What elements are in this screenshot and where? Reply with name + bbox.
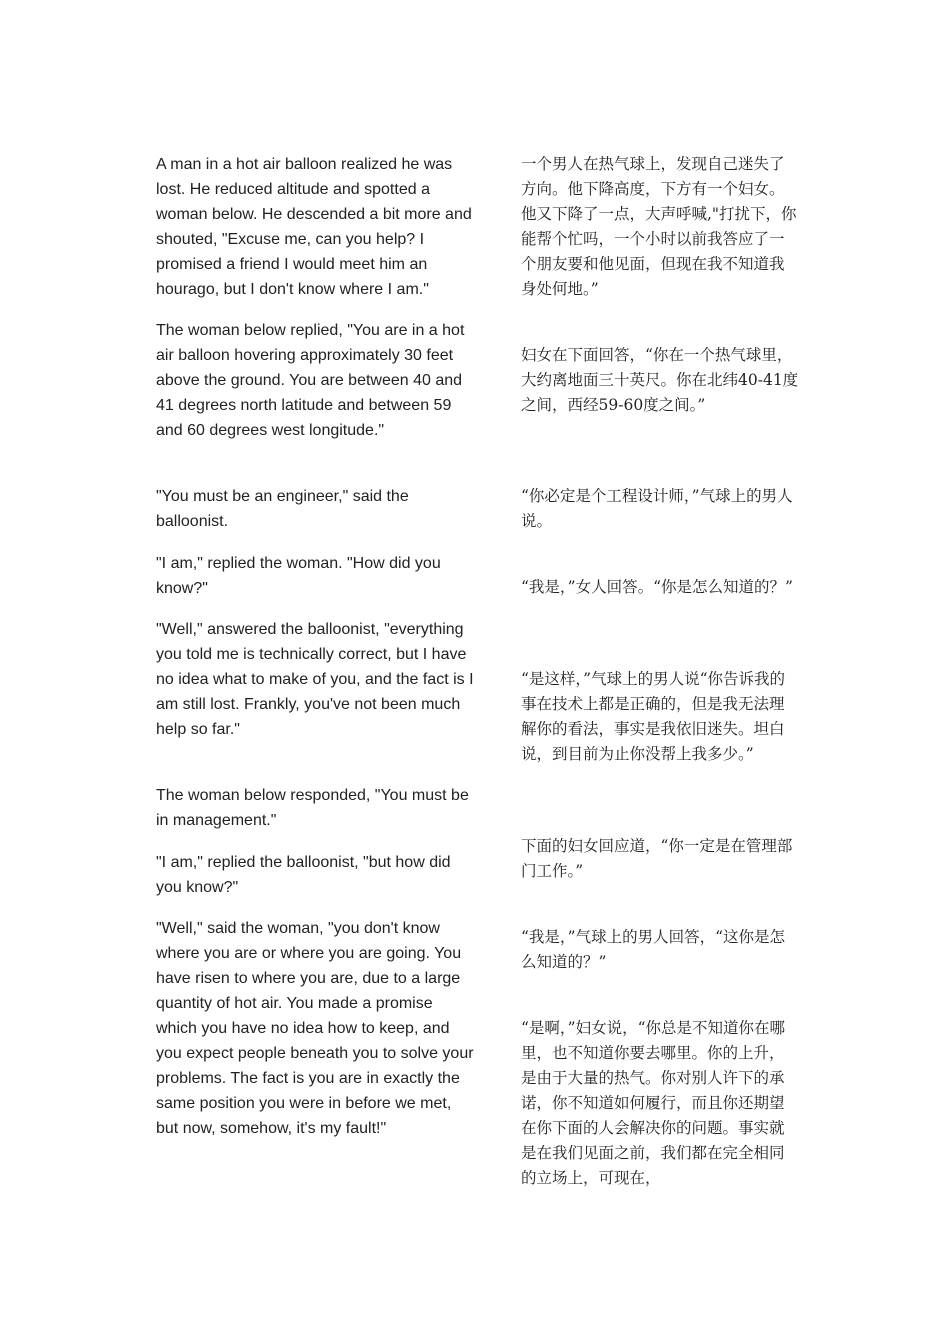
english-paragraph-2: The woman below replied, "You are in a hot air balloon hovering approximately 30 feet above the ground. You are between 40 and 41 degrees north latitude and between 59 and 60 degrees west longitude." — [156, 322, 465, 439]
english-paragraph-1: A man in a hot air balloon realized he was lost. He reduced altitude and spotted a woman below. He descended a bit more and shouted, "Excuse me, can you help? I promised a friend I would meet him an hourago, but I don't know where I am." — [156, 156, 472, 298]
chinese-paragraph-8: “是啊，”妇女说，“你总是不知道你在哪里，也不知道你要去哪里。你的上升，是由于大量的热气。你对别人许下的承诺，你不知道如何履行，而且你还期望在你下面的人会解决你的问题。事实就是在我们见面之前，我们都在完全相同的立场上，可现在， — [521, 1019, 786, 1187]
chinese-paragraph-2: 妇女在下面回答，“你在一个热气球里，大约离地面三十英尺。你在北纬40-41度之间，西经59-60度之间。” — [521, 346, 799, 414]
chinese-paragraph-7: “我是，”气球上的男人回答，“这你是怎么知道的？” — [521, 928, 786, 971]
english-paragraph-8: "Well," said the woman, "you don't know where you are or where you are going. You have risen to where you are, due to a large quantity of hot air. You made a promise which you have no idea how to keep, and you expect people beneath you to solve your problems. The fact is you are in exactly the same position you were in before we met, but now, somehow, it's my fault!" — [156, 920, 474, 1137]
chinese-paragraph-4: “我是，”女人回答。“你是怎么知道的？” — [521, 578, 793, 596]
chinese-paragraph-3: “你必定是个工程设计师，”气球上的男人说。 — [521, 487, 793, 530]
chinese-paragraph-5: “是这样，”气球上的男人说“你告诉我的事在技术上都是正确的，但是我无法理解你的看法，事实是我依旧迷失。坦白说，到目前为止你没帮上我多少。” — [521, 670, 786, 763]
english-paragraph-7: "I am," replied the balloonist, "but how did you know?" — [156, 854, 451, 896]
chinese-paragraph-6: 下面的妇女回应道，“你一定是在管理部门工作。” — [521, 837, 793, 880]
chinese-paragraph-1: 一个男人在热气球上，发现自己迷失了方向。他下降高度，下方有一个妇女。他又下降了一点，大声呼喊,"打扰下，你能帮个忙吗，一个小时以前我答应了一个朋友要和他见面，但现在我不知道我身处何地。” — [521, 155, 797, 298]
english-paragraph-4: "I am," replied the woman. "How did you know?" — [156, 555, 441, 597]
english-paragraph-3: "You must be an engineer," said the balloonist. — [156, 488, 409, 530]
english-paragraph-6: The woman below responded, "You must be in management." — [156, 787, 469, 829]
english-paragraph-5: "Well," answered the balloonist, "everything you told me is technically correct, but I have no idea what to make of you, and the fact is I am still lost. Frankly, you've not been much help so far." — [156, 621, 474, 738]
